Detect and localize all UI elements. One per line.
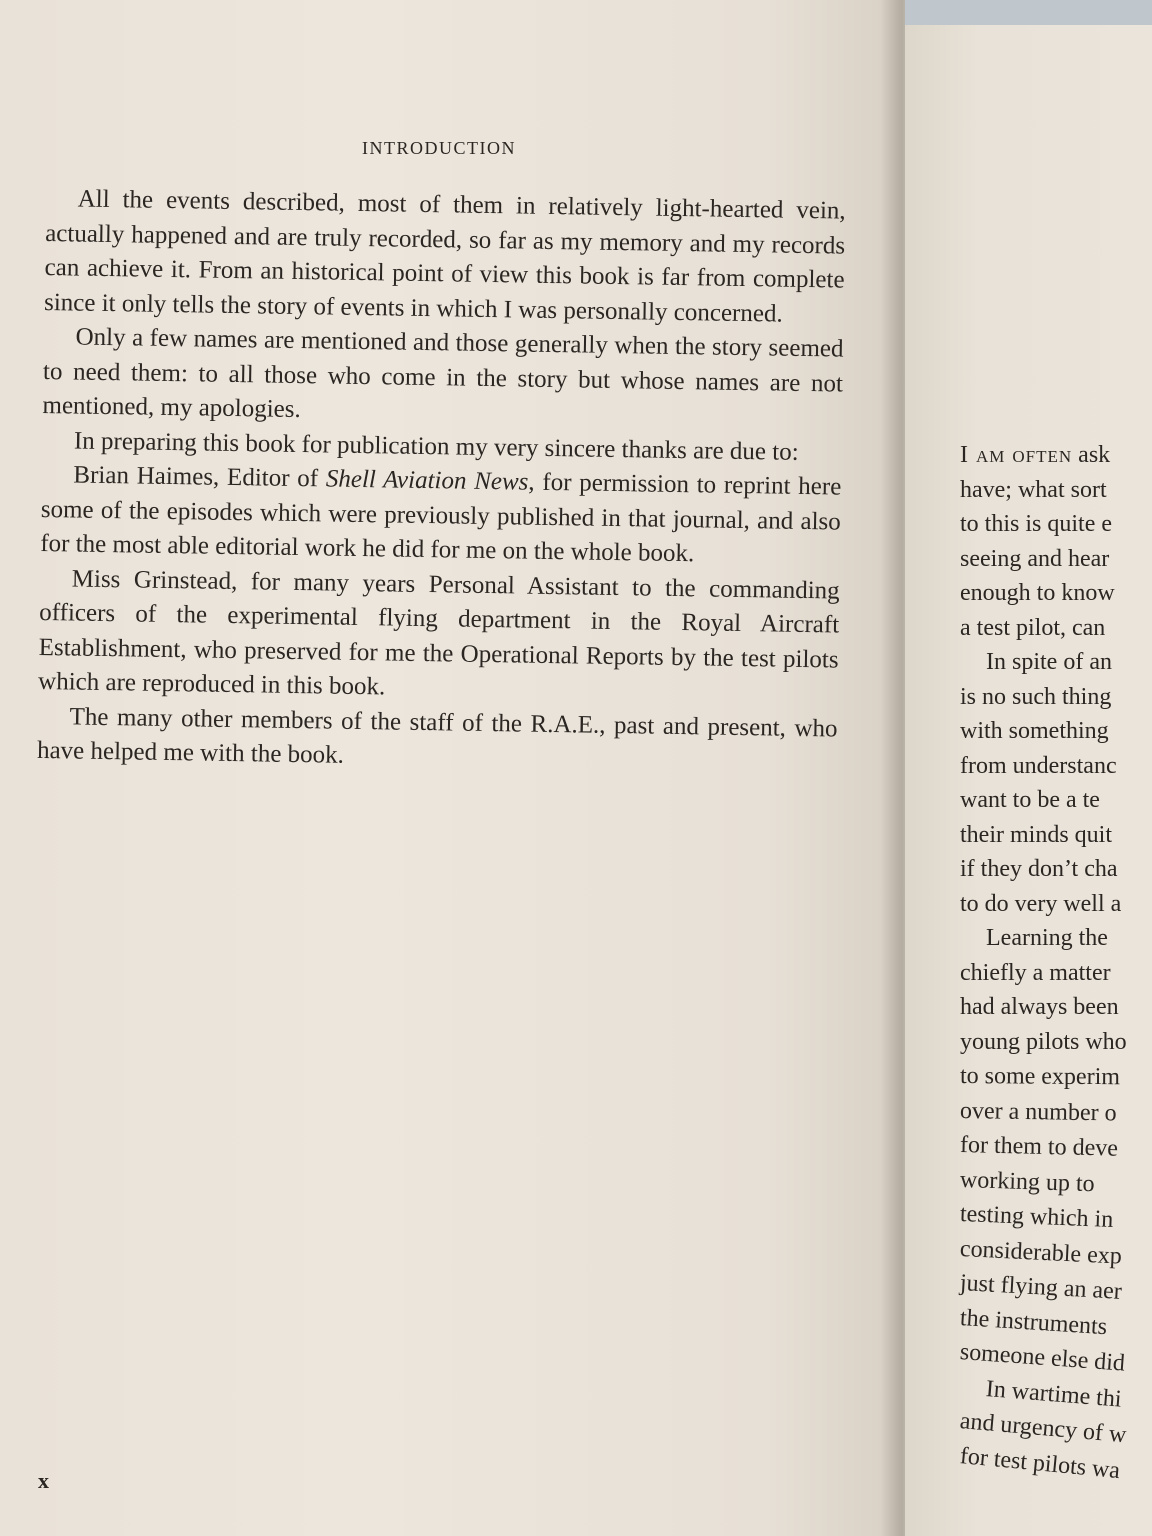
haimes-text-end: , for permission to reprint here some of the episodes which were previously published in that journal, and also for the most able editorial work he did for me on the whole book. <box>40 468 842 568</box>
chapter-line: if they don’t cha <box>960 856 1118 882</box>
chapter-line: is no such thing <box>960 683 1112 710</box>
chapter-line: In spite of an <box>986 649 1112 675</box>
chapter-line: and urgency of w <box>958 1408 1128 1449</box>
chapter-first-line-rest: ask <box>1072 442 1111 468</box>
chapter-line: a test pilot, can <box>960 614 1106 641</box>
paragraph-haimes <box>40 458 842 574</box>
chapter-line: to do very well a <box>960 890 1122 917</box>
introduction-text <box>37 182 846 781</box>
chapter-line: the instruments <box>959 1304 1108 1340</box>
paragraph-rae-staff: The many other members of the staff of the R.A.E., past and present, who have helped me with the book. <box>36 702 838 769</box>
paragraph-3: In preparing this book for publication my very sincere thanks are due to: <box>73 426 799 466</box>
chapter-opening-words: I am often <box>960 442 1073 468</box>
chapter-line: considerable exp <box>959 1235 1123 1270</box>
chapter-line: working up to <box>959 1166 1096 1197</box>
chapter-line: seeing and hear <box>960 545 1110 572</box>
chapter-line: have; what sort <box>960 476 1107 503</box>
chapter-line: testing which in <box>959 1201 1114 1234</box>
chapter-first-line <box>960 438 1152 473</box>
haimes-text-start: Brian Haimes, Editor of <box>73 461 327 493</box>
chapter-line: enough to know <box>960 580 1115 606</box>
journal-title: Shell Aviation News <box>325 465 529 496</box>
chapter-line: for test pilots wa <box>958 1442 1122 1484</box>
paragraph-1: All the events described, most of them in relatively light-hearted vein, actually happened and are truly recorded, so far as my memory and my records can achieve it. From an historical point of view this book is far from complete since it only tells the story of events in which I was personally concerned. <box>43 185 846 328</box>
page-number: x <box>38 1468 49 1493</box>
chapter-line: just flying an aer <box>959 1270 1123 1305</box>
chapter-line: chiefly a matter <box>960 959 1111 986</box>
chapter-line: Learning the <box>986 925 1108 951</box>
chapter-opening-text <box>958 438 1152 1484</box>
running-head: INTRODUCTION <box>362 138 516 158</box>
chapter-line: to some experim <box>959 1063 1121 1091</box>
chapter-line: with something <box>960 718 1109 744</box>
chapter-line: In wartime thi <box>984 1375 1123 1413</box>
chapter-line: over a number o <box>959 1097 1117 1126</box>
chapter-line: want to be a te <box>960 787 1100 813</box>
chapter-line: someone else did <box>959 1339 1126 1377</box>
chapter-line: their minds quit <box>960 821 1112 848</box>
chapter-line: young pilots who <box>960 1028 1127 1055</box>
paragraph-2: Only a few names are mentioned and those generally when the story seemed to need them: to all those who come in the story but whose names are not mentioned, my apologies. <box>42 323 844 424</box>
chapter-line: from understanc <box>960 752 1117 779</box>
chapter-line: to this is quite e <box>960 511 1112 537</box>
chapter-line: had always been <box>960 994 1119 1020</box>
chapter-line: for them to deve <box>959 1132 1119 1162</box>
paragraph-grinstead: Miss Grinstead, for many years Personal Assistant to the commanding officers of the experimental flying department in the Royal Aircraft Establishment, who preserved for me the Operational Reports by the test pilots which are reproduced in this book. <box>37 564 840 701</box>
